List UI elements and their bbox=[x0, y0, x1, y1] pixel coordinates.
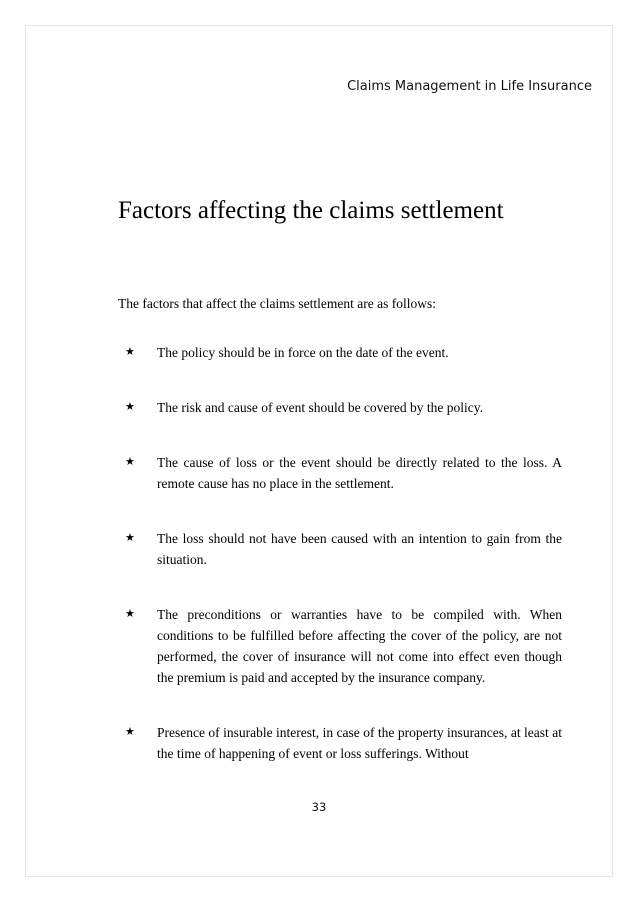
list-item bbox=[124, 342, 562, 363]
page-number: 33 bbox=[311, 800, 327, 814]
star-icon: ★ bbox=[125, 346, 135, 358]
list-item bbox=[124, 604, 562, 688]
list-item-text: The policy should be in force on the date of the event. bbox=[157, 345, 449, 360]
list-item-text: The loss should not have been caused with an intention to gain from the situation. bbox=[157, 531, 562, 567]
list-item bbox=[124, 528, 562, 570]
intro-paragraph: The factors that affect the claims settlement are as follows: bbox=[118, 296, 437, 311]
star-icon: ★ bbox=[125, 456, 135, 468]
list-item-text: The cause of loss or the event should be directly related to the loss. A remote cause has no place in the settlement. bbox=[157, 455, 562, 491]
factor-list bbox=[124, 342, 562, 798]
star-icon: ★ bbox=[125, 726, 135, 738]
star-icon: ★ bbox=[125, 401, 135, 413]
section-title: Factors affecting the claims settlement bbox=[118, 197, 504, 224]
star-icon: ★ bbox=[125, 532, 135, 544]
list-item-text: The risk and cause of event should be covered by the policy. bbox=[157, 400, 484, 415]
running-header: Claims Management in Life Insurance bbox=[347, 79, 592, 94]
list-item-text: Presence of insurable interest, in case of the property insurances, at least at the time of happening of event or loss sufferings. Without bbox=[157, 725, 562, 761]
star-icon: ★ bbox=[125, 608, 135, 620]
list-item bbox=[124, 722, 562, 764]
list-item bbox=[124, 452, 562, 494]
list-item bbox=[124, 397, 562, 418]
list-item-text: The preconditions or warranties have to be compiled with. When conditions to be fulfilled before affecting the cover of the policy, are not performed, the cover of insurance will not come into effect even though the premium is paid and accepted by the insurance company. bbox=[157, 607, 562, 685]
